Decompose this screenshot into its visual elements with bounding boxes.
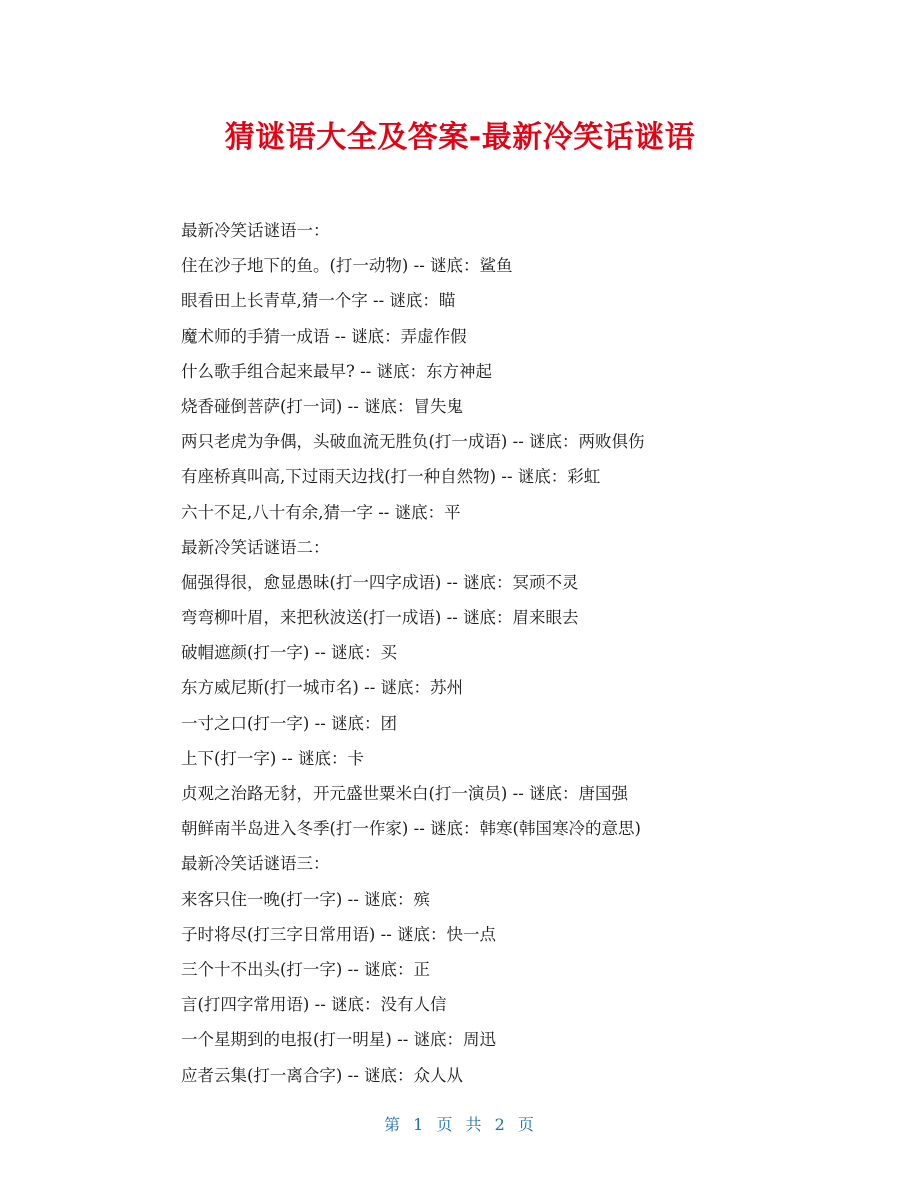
document-title: 猜谜语大全及答案-最新冷笑话谜语 [224,120,696,155]
riddle-line: 两只老虎为争偶，头破血流无胜负(打一成语) -- 谜底：两败俱伤 [181,432,645,452]
riddle-line: 贞观之治路无豺，开元盛世粟米白(打一演员) -- 谜底：唐国强 [181,784,629,803]
page-footer: 第 1 页 共 2 页 [384,1115,536,1134]
document-body [181,213,881,1093]
riddle-line: 一个星期到的电报(打一明星) -- 谜底：周迅 [181,1030,497,1050]
riddle-line: 东方威尼斯(打一城市名) -- 谜底：苏州 [181,678,464,698]
riddle-line: 上下(打一字) -- 谜底：卡 [181,748,365,768]
riddle-line: 什么歌手组合起来最早? -- 谜底：东方神起 [181,361,492,381]
riddle-line: 朝鲜南半岛进入冬季(打一作家) -- 谜底：韩寒(韩国寒冷的意思) [181,819,641,839]
riddle-line: 眼看田上长青草,猜一个字 -- 谜底：瞄 [181,291,456,311]
riddle-line: 魔术师的手猜一成语 -- 谜底：弄虚作假 [181,326,467,346]
riddle-line: 破帽遮颜(打一字) -- 谜底：买 [181,643,398,663]
riddle-line: 三个十不出头(打一字) -- 谜底：正 [181,959,431,979]
riddle-line: 六十不足,八十有余,猜一字 -- 谜底：平 [181,502,461,522]
section-heading: 最新冷笑话谜语三： [181,854,330,874]
riddle-line: 烧香碰倒菩萨(打一词) -- 谜底：冒失鬼 [181,396,464,416]
riddle-line: 应者云集(打一离合字) -- 谜底：众人从 [181,1065,464,1085]
riddle-line: 言(打四字常用语) -- 谜底：没有人信 [181,995,447,1015]
riddle-line: 倔强得很，愈显愚昧(打一四字成语) -- 谜底：冥顽不灵 [181,572,579,592]
section-heading: 最新冷笑话谜语一： [181,221,330,240]
riddle-line: 弯弯柳叶眉，来把秋波送(打一成语) -- 谜底：眉来眼去 [181,608,579,628]
riddle-line: 子时将尽(打三字日常用语) -- 谜底：快一点 [181,924,497,944]
riddle-line: 有座桥真叫高,下过雨天边找(打一种自然物) -- 谜底：彩虹 [181,467,601,487]
riddle-line: 一寸之口(打一字) -- 谜底：团 [181,713,398,733]
section-heading: 最新冷笑话谜语二： [181,537,330,557]
riddle-line: 住在沙子地下的鱼。(打一动物) -- 谜底：鲨鱼 [181,256,513,276]
riddle-line: 来客只住一晚(打一字) -- 谜底：殡 [181,889,431,909]
